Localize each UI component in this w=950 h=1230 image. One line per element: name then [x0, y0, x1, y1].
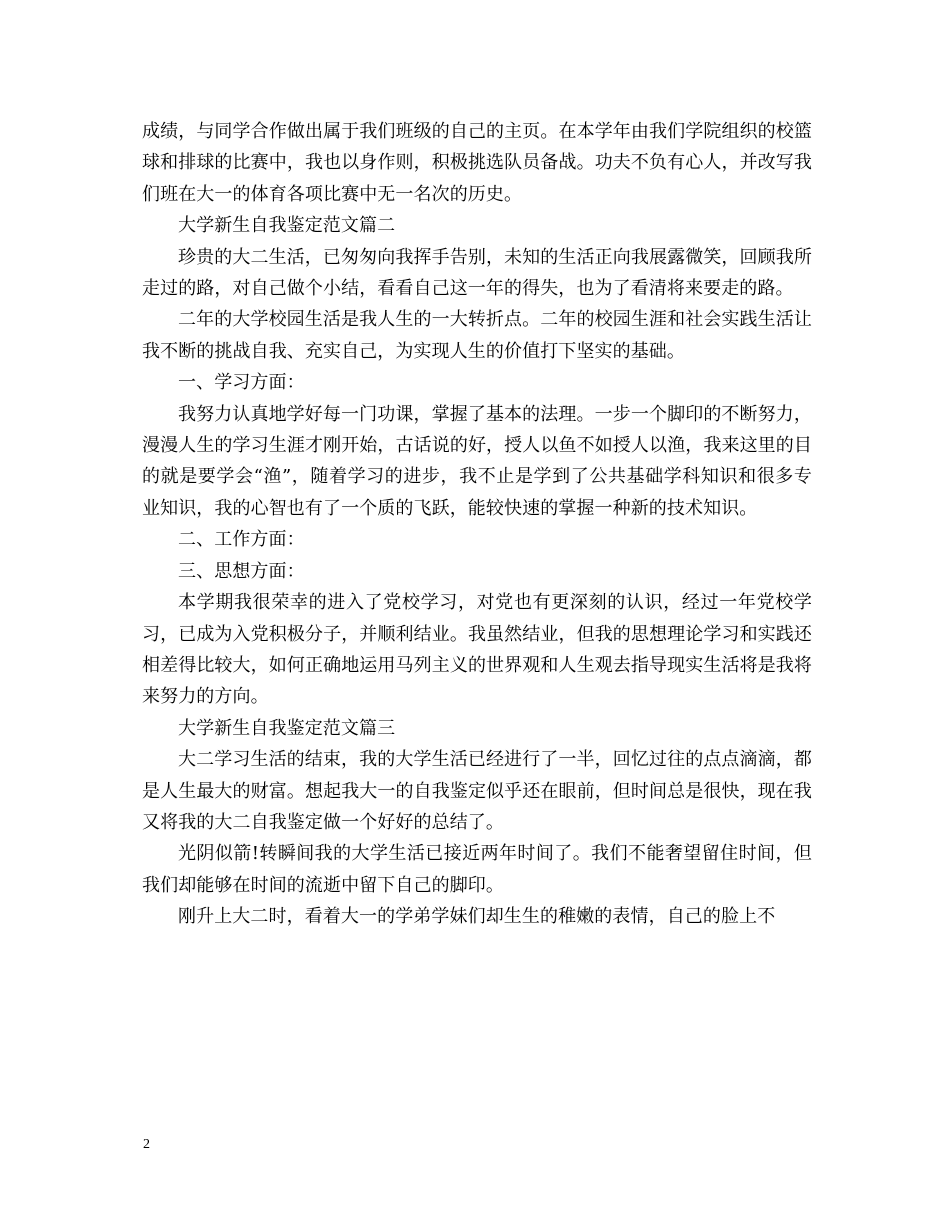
section-heading: 大学新生自我鉴定范文篇三: [178, 717, 396, 739]
paragraph: 我努力认真地学好每一门功课，掌握了基本的法理。一步一个脚印的不断努力，漫漫人生的学习生涯才刚开始，古话说的好，授人以鱼不如授人以渔，我来这里的目的就是要学会“渔”，随着学习的进步，我不止是学到了公共基础学科知识和很多专业知识，我的心智也有了一个质的飞跃，能较快速的掌握一种新的技术知识。: [142, 403, 812, 519]
document-body: [142, 116, 812, 933]
paragraph: 光阴似箭!转瞬间我的大学生活已接近两年时间了。我们不能奢望留住时间，但我们却能够在时间的流逝中留下自己的脚印。: [142, 843, 812, 896]
subsection-heading: 一、学习方面：: [178, 372, 305, 394]
paragraph: 大二学习生活的结束，我的大学生活已经进行了一半，回忆过往的点点滴滴，都是人生最大的财富。想起我大一的自我鉴定似乎还在眼前，但时间总是很快，现在我又将我的大二自我鉴定做一个好好的总结了。: [142, 749, 812, 833]
paragraph: 成绩，与同学合作做出属于我们班级的自己的主页。在本学年由我们学院组织的校篮球和排球的比赛中，我也以身作则，积极挑选队员备战。功夫不负有心人，并改写我们班在大一的体育各项比赛中无一名次的历史。: [142, 121, 812, 205]
subsection-heading: 三、思想方面：: [178, 560, 305, 582]
paragraph: 刚升上大二时，看着大一的学弟学妹们却生生的稚嫩的表情，自己的脸上不: [178, 906, 776, 928]
paragraph: 珍贵的大二生活，已匆匆向我挥手告别，未知的生活正向我展露微笑，回顾我所走过的路，对自己做个小结，看看自己这一年的得失，也为了看清将来要走的路。: [142, 246, 812, 300]
page-number: 2: [143, 1137, 150, 1152]
subsection-heading: 二、工作方面：: [178, 529, 305, 551]
paragraph: 二年的大学校园生活是我人生的一大转折点。二年的校园生涯和社会实践生活让我不断的挑战自我、充实自己，为实现人生的价值打下坚实的基础。: [142, 309, 812, 362]
paragraph: 本学期我很荣幸的进入了党校学习，对党也有更深刻的认识，经过一年党校学习，已成为入党积极分子，并顺利结业。我虽然结业，但我的思想理论学习和实践还相差得比较大，如何正确地运用马列主义的世界观和人生观去指导现实生活将是我将来努力的方向。: [142, 592, 812, 708]
section-heading: 大学新生自我鉴定范文篇二: [178, 215, 396, 237]
